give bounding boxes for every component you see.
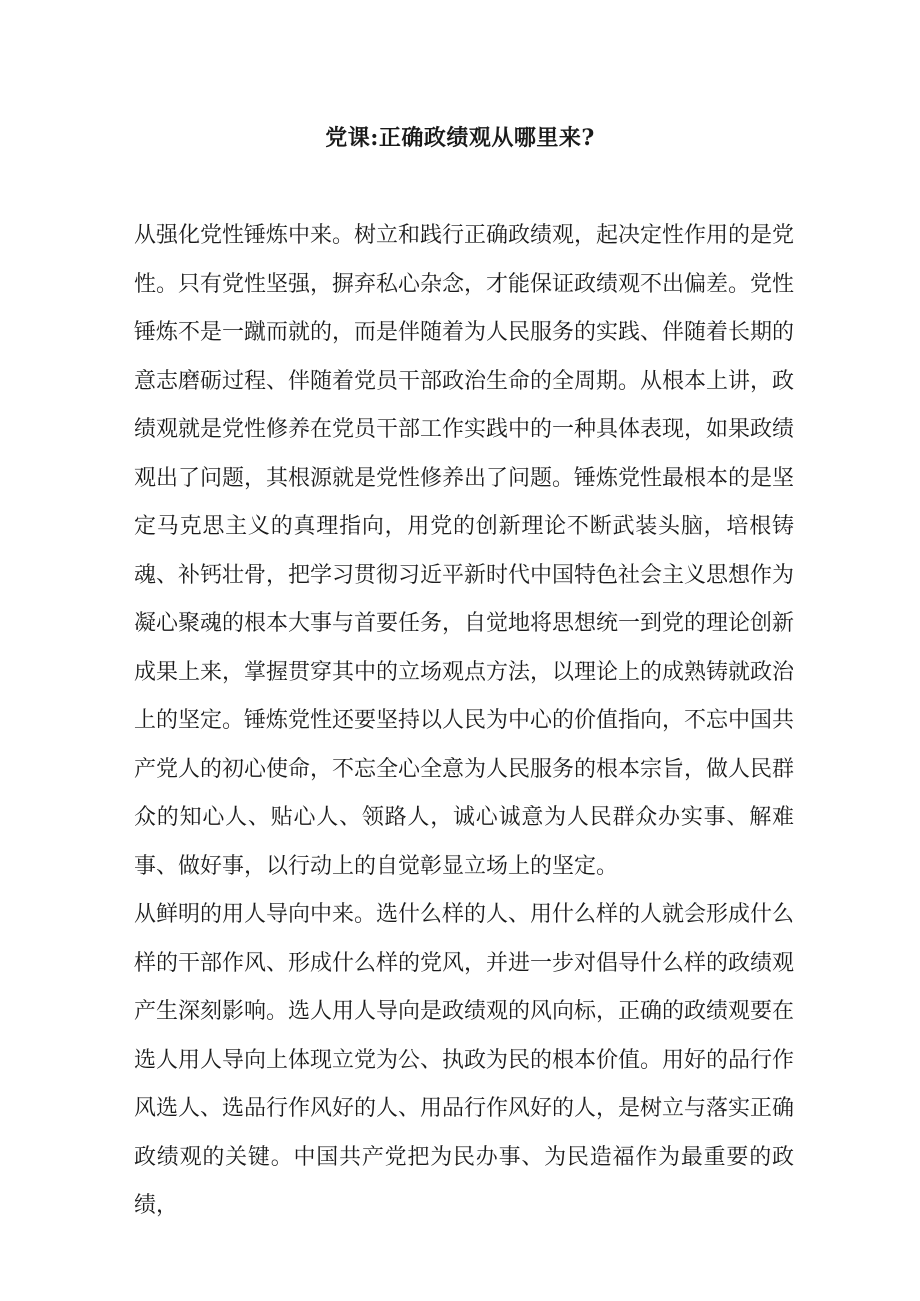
- paragraph-party-spirit: 从强化党性锤炼中来。树立和践行正确政绩观，起决定性作用的是党性。只有党性坚强，摒弃私心杂念，才能保证政绩观不出偏差。党性锤炼不是一蹴而就的，而是伴随着为人民服务的实践、伴随着长期的意志磨砺过程、伴随着党员干部政治生命的全周期。从根本上讲，政绩观就是党性修养在党员干部工作实践中的一种具体表现，如果政绩观出了问题，其根源就是党性修养出了问题。锤炼党性最根本的是坚定马克思主义的真理指向，用党的创新理论不断武装头脑，培根铸魂、补钙壮骨，把学习贯彻习近平新时代中国特色社会主义思想作为凝心聚魂的根本大事与首要任务，自觉地将思想统一到党的理论创新成果上来，掌握贯穿其中的立场观点方法，以理论上的成熟铸就政治上的坚定。锤炼党性还要坚持以人民为中心的价值指向，不忘中国共产党人的初心使命，不忘全心全意为人民服务的根本宗旨，做人民群众的知心人、贴心人、领路人，诚心诚意为人民群众办实事、解难事、做好事，以行动上的自觉彰显立场上的坚定。: [134, 223, 795, 879]
- document-title: 党课:正确政绩观从哪里来?: [325, 125, 595, 151]
- document-body: [134, 212, 794, 1231]
- paragraph-personnel-guidance: 从鲜明的用人导向中来。选什么样的人、用什么样的人就会形成什么样的干部作风、形成什么样的党风，并进一步对倡导什么样的政绩观产生深刻影响。选人用人导向是政绩观的风向标，正确的政绩观要在选人用人导向上体现立党为公、执政为民的根本价值。用好的品行作风选人、选品行作风好的人、用品行作风好的人，是树立与落实正确政绩观的关键。中国共产党把为民办事、为民造福作为最重要的政绩，: [134, 902, 795, 1218]
